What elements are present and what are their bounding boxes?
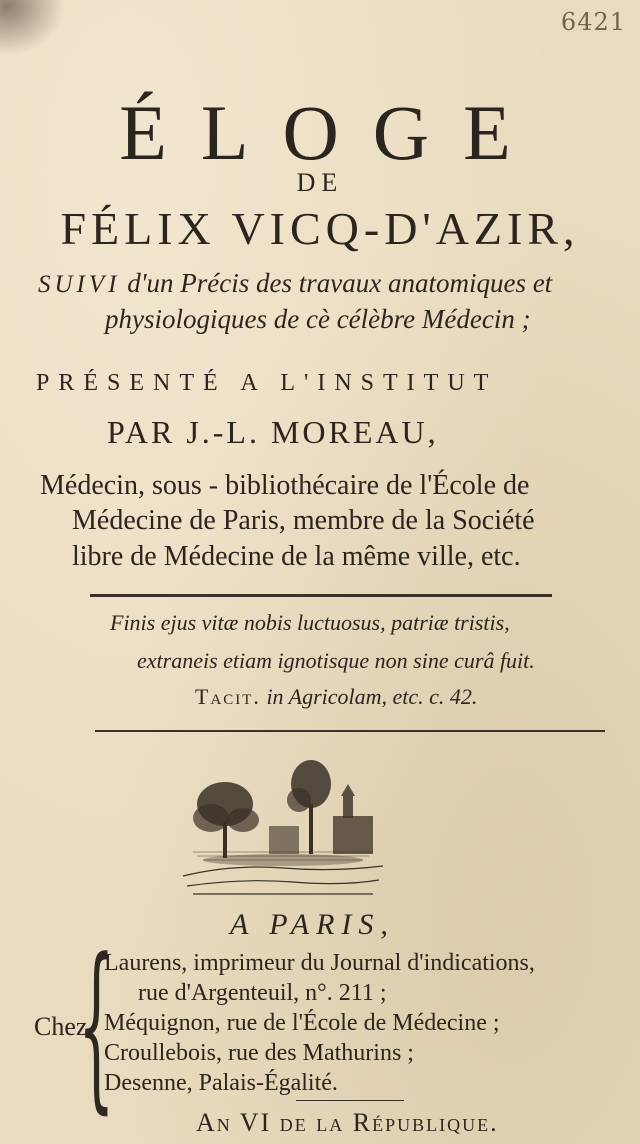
subtitle-rest: d'un Précis des travaux anatomiques et (120, 268, 553, 298)
epigraph-line-1: Finis ejus vitæ nobis luctuosus, patriæ tristis, (110, 610, 510, 635)
vendor-line: Desenne, Palais-Égalité. (104, 1070, 338, 1096)
landscape-vignette-icon (173, 756, 391, 898)
epigraph-work: in Agricolam, etc. c. 42. (260, 684, 478, 709)
author-description-3: libre de Médecine de la même ville, etc. (72, 541, 521, 572)
subtitle-prefix: SUIVI (38, 271, 121, 298)
divider-middle (95, 730, 605, 732)
presented-line: PRÉSENTÉ A L'INSTITUT (36, 370, 498, 396)
author-description-2: Médecine de Paris, membre de la Société (72, 505, 535, 536)
ink-stain (0, 0, 70, 60)
subtitle-line-2: physiologiques de cè célèbre Médecin ; (105, 304, 531, 334)
divider-bottom (296, 1100, 404, 1101)
vendor-line: Laurens, imprimeur du Journal d'indications, (104, 950, 535, 976)
imprint-city: A PARIS, (230, 908, 395, 941)
catalog-number: 6421 (560, 8, 626, 36)
brace-icon: { (78, 921, 115, 1130)
vendor-line: rue d'Argenteuil, n°. 211 ; (138, 980, 387, 1006)
vendor-line: Méquignon, rue de l'École de Médecine ; (104, 1010, 500, 1036)
epigraph-source (195, 684, 477, 710)
epigraph-author: Tacit. (195, 684, 261, 709)
imprint-date: An VI de la République. (196, 1108, 499, 1137)
divider-top (90, 594, 552, 597)
subtitle-line-1 (38, 268, 552, 299)
title-de: DE (296, 168, 344, 197)
subject-name: FÉLIX VICQ-D'AZIR, (60, 203, 580, 254)
imprint-chez: Chez (34, 1012, 88, 1041)
author-description-1: Médecin, sous - bibliothécaire de l'École de (40, 470, 530, 501)
author-line: PAR J.-L. MOREAU, (107, 414, 439, 450)
main-title: ÉLOGE (119, 89, 545, 176)
vendor-line: Croullebois, rue des Mathurins ; (104, 1040, 414, 1066)
epigraph-line-2: extraneis etiam ignotisque non sine curâ fuit. (137, 648, 535, 673)
